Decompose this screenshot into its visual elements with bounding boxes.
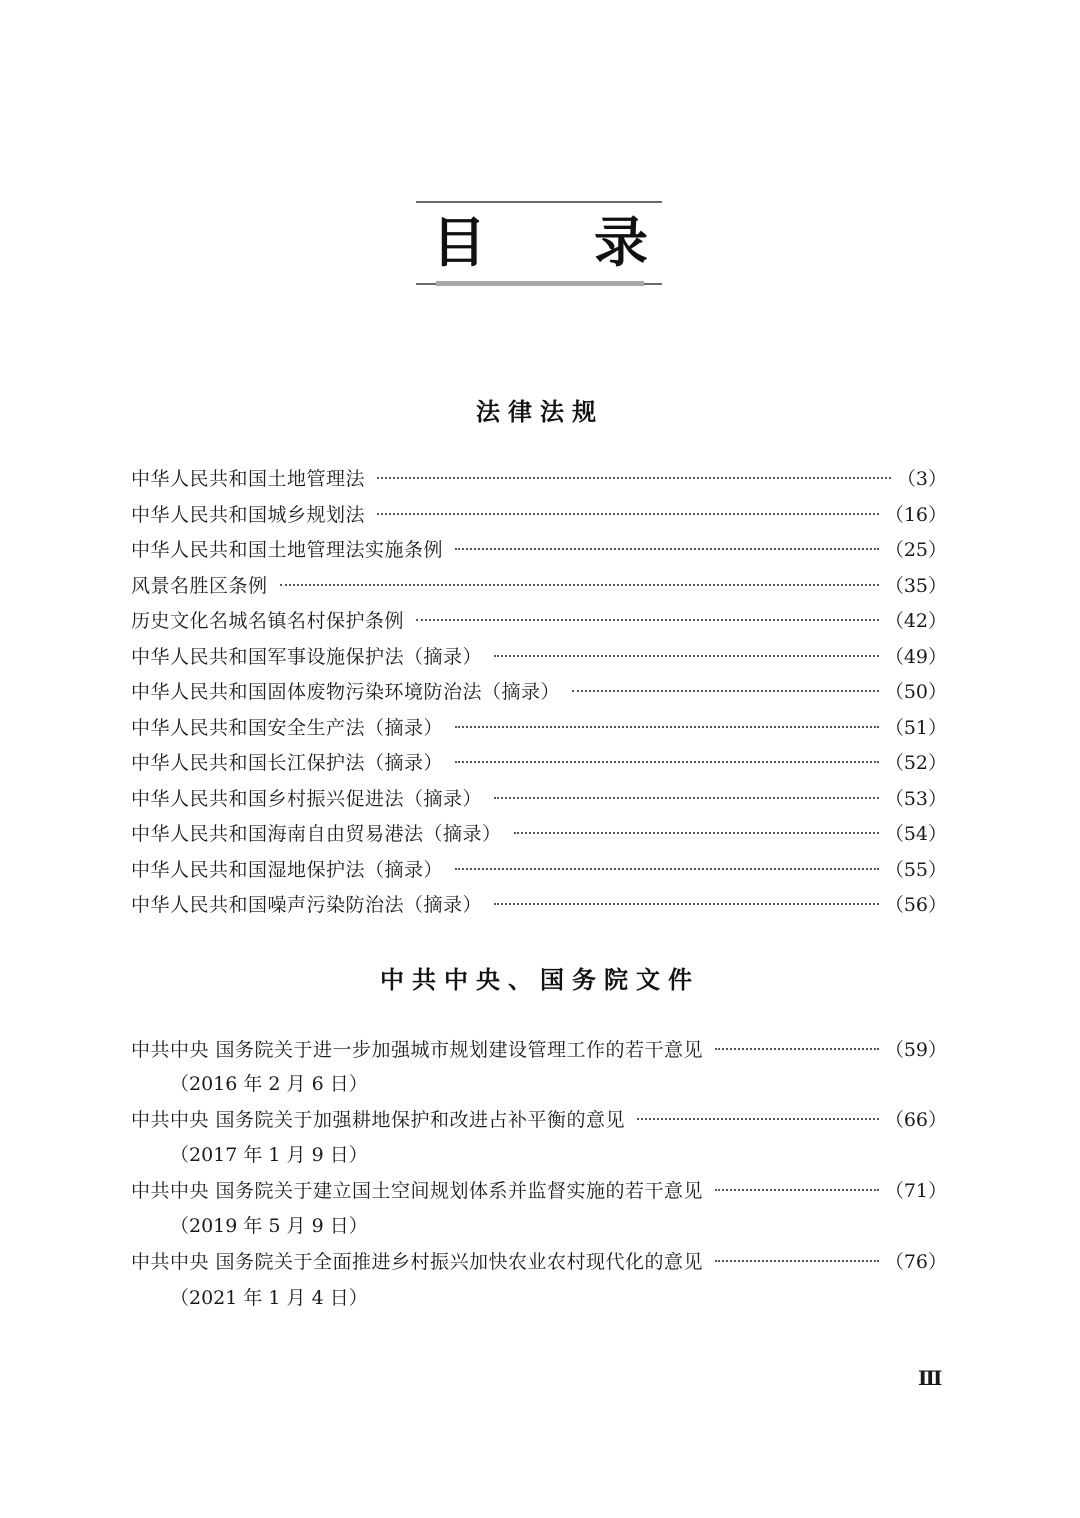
toc-entry[interactable]: [131, 1105, 947, 1135]
dot-leader: [715, 1048, 879, 1050]
entry-title: 中华人民共和国湿地保护法（摘录）: [131, 859, 444, 881]
entry-title: 中华人民共和国军事设施保护法（摘录）: [131, 646, 483, 668]
entry-page: （50）: [884, 681, 947, 703]
entry-page: （16）: [884, 504, 947, 526]
entry-date: （2019 年 5 月 9 日）: [170, 1215, 368, 1237]
entry-page: （59）: [884, 1039, 947, 1061]
entry-page: （3）: [896, 468, 947, 490]
dot-leader: [715, 1260, 879, 1262]
entry-page: （51）: [884, 717, 947, 739]
entry-page: （66）: [884, 1109, 947, 1131]
entry-title: 中华人民共和国噪声污染防治法（摘录）: [131, 894, 483, 916]
entry-page: （71）: [884, 1180, 947, 1202]
dot-leader: [280, 584, 879, 586]
entry-date: （2016 年 2 月 6 日）: [170, 1073, 368, 1095]
entry-title: 中华人民共和国长江保护法（摘录）: [131, 752, 444, 774]
dot-leader: [514, 832, 879, 834]
toc-title-box: [416, 201, 662, 285]
entry-title: 中华人民共和国固体废物污染环境防治法（摘录）: [131, 681, 561, 703]
toc-entry[interactable]: [131, 890, 947, 920]
dot-leader: [455, 548, 879, 550]
entry-title: 风景名胜区条例: [131, 575, 268, 597]
dot-leader: [637, 1118, 879, 1120]
entry-page: （55）: [884, 859, 947, 881]
dot-leader: [455, 726, 879, 728]
entry-title: 中华人民共和国海南自由贸易港法（摘录）: [131, 823, 502, 845]
entry-page: （76）: [884, 1251, 947, 1273]
toc-entry[interactable]: [131, 1176, 947, 1206]
entry-title: 中华人民共和国安全生产法（摘录）: [131, 717, 444, 739]
toc-entry[interactable]: [131, 500, 947, 530]
toc-entry[interactable]: [131, 677, 947, 707]
toc-entry[interactable]: [131, 855, 947, 885]
dot-leader: [416, 619, 879, 621]
toc-title-char-2: 录: [594, 211, 648, 274]
entry-title: 中华人民共和国土地管理法: [131, 468, 366, 490]
toc-entry[interactable]: [131, 642, 947, 672]
dot-leader: [715, 1189, 879, 1191]
toc-entry[interactable]: [131, 606, 947, 636]
section-title-central-documents: 中共中央、国务院文件: [380, 965, 700, 994]
entry-title: 中华人民共和国城乡规划法: [131, 504, 366, 526]
entry-title: 中共中央 国务院关于全面推进乡村振兴加快农业农村现代化的意见: [131, 1251, 704, 1273]
toc-entry[interactable]: [131, 819, 947, 849]
dot-leader: [377, 477, 891, 479]
dot-leader: [494, 655, 879, 657]
dot-leader: [455, 761, 879, 763]
entry-page: （56）: [884, 894, 947, 916]
page-number: Ⅲ: [918, 1366, 942, 1390]
entry-page: （54）: [884, 823, 947, 845]
entry-page: （25）: [884, 539, 947, 561]
toc-entry[interactable]: [131, 1247, 947, 1277]
entry-page: （49）: [884, 646, 947, 668]
toc-entry[interactable]: [131, 464, 947, 494]
toc-entry[interactable]: [131, 1035, 947, 1065]
entry-title: 中共中央 国务院关于建立国土空间规划体系并监督实施的若干意见: [131, 1180, 704, 1202]
toc-entry[interactable]: [131, 535, 947, 565]
entry-title: 中共中央 国务院关于加强耕地保护和改进占补平衡的意见: [131, 1109, 626, 1131]
entry-title: 中华人民共和国乡村振兴促进法（摘录）: [131, 788, 483, 810]
toc-entry[interactable]: [131, 571, 947, 601]
entry-page: （53）: [884, 788, 947, 810]
entry-title: 中华人民共和国土地管理法实施条例: [131, 539, 444, 561]
toc-entry[interactable]: [131, 784, 947, 814]
entry-page: （42）: [884, 610, 947, 632]
entry-page: （52）: [884, 752, 947, 774]
dot-leader: [494, 797, 879, 799]
dot-leader: [377, 513, 879, 515]
toc-entry[interactable]: [131, 748, 947, 778]
toc-title-char-1: 目: [432, 211, 486, 274]
dot-leader: [494, 903, 879, 905]
entry-date: （2021 年 1 月 4 日）: [170, 1287, 368, 1309]
entry-title: 历史文化名城名镇名村保护条例: [131, 610, 405, 632]
entry-page: （35）: [884, 575, 947, 597]
toc-entry[interactable]: [131, 713, 947, 743]
section-title-laws: 法律法规: [476, 397, 604, 426]
entry-date: （2017 年 1 月 9 日）: [170, 1144, 368, 1166]
dot-leader: [572, 690, 879, 692]
title-shadow-bar: [436, 281, 644, 286]
entry-title: 中共中央 国务院关于进一步加强城市规划建设管理工作的若干意见: [131, 1039, 704, 1061]
dot-leader: [455, 868, 879, 870]
